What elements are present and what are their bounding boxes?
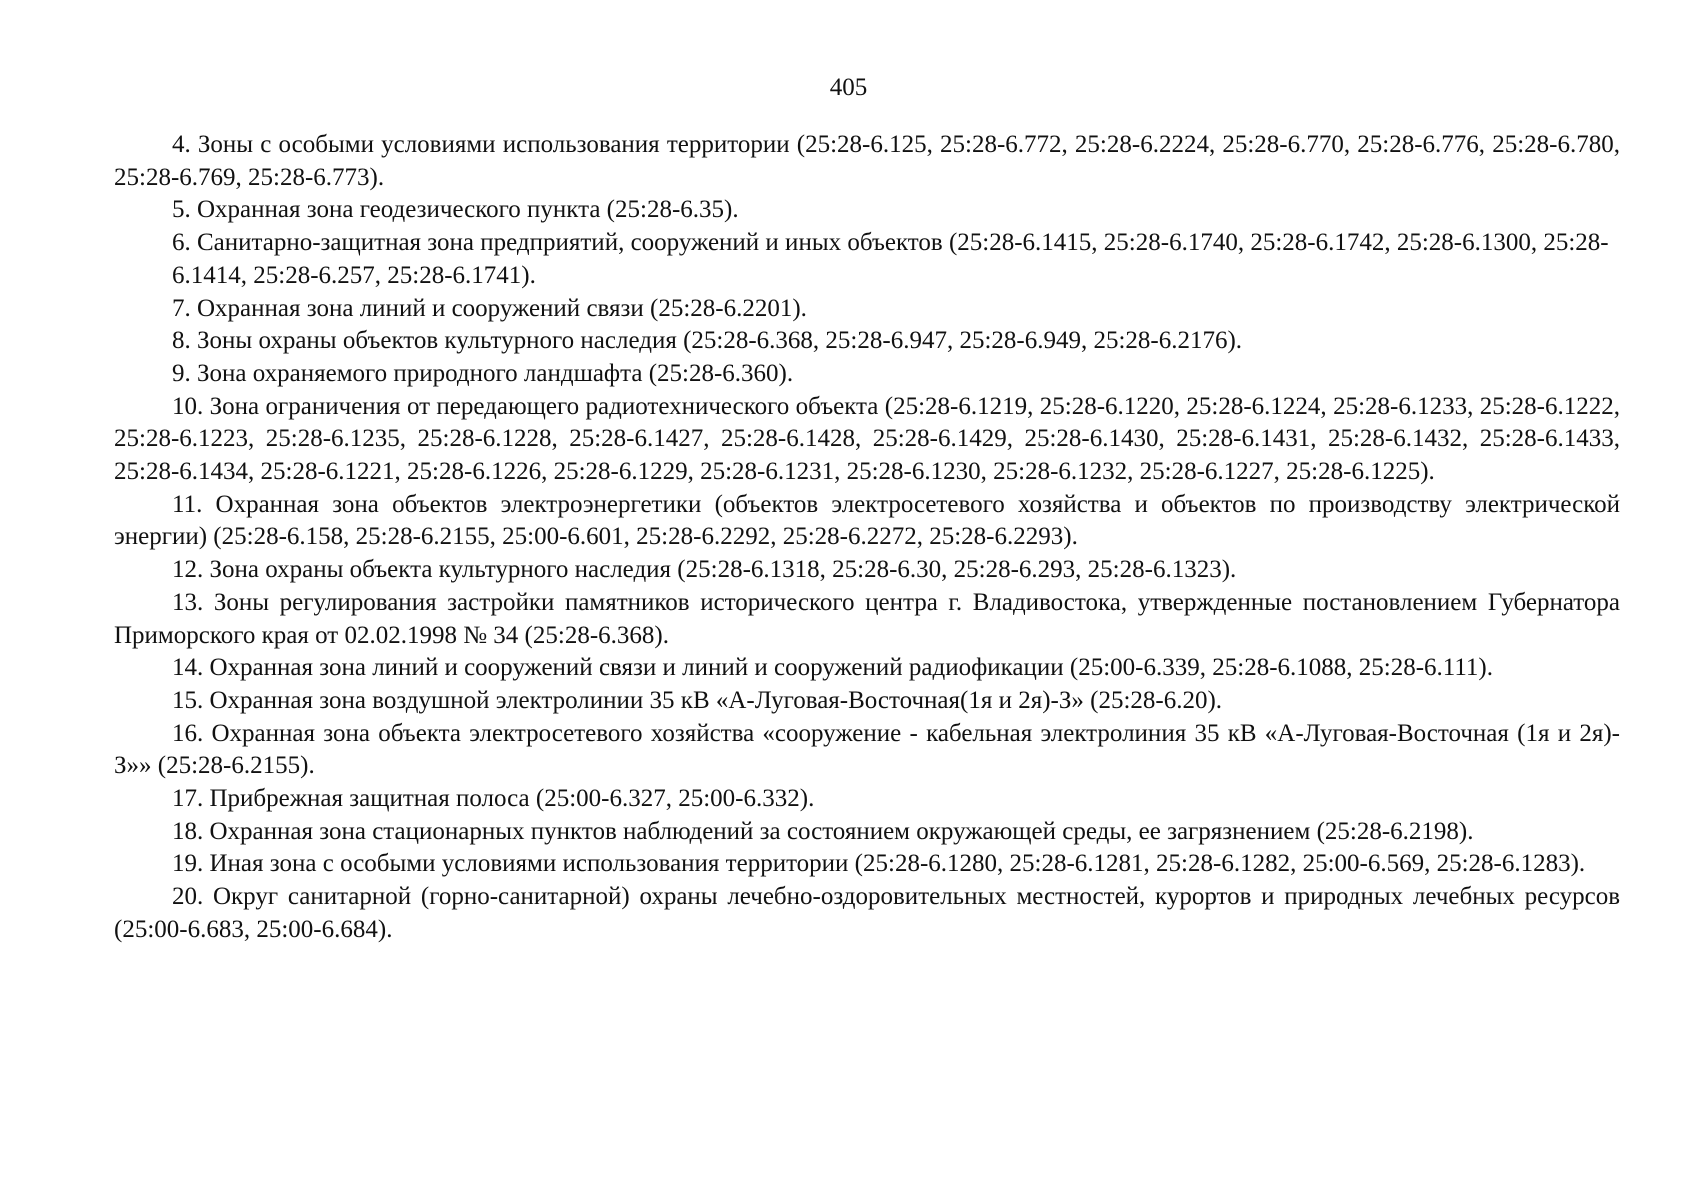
list-item: 5. Охранная зона геодезического пункта (25:28-6.35). <box>172 196 739 224</box>
list-item: 9. Зона охраняемого природного ландшафта (25:28-6.360). <box>172 359 794 387</box>
list-item: 12. Зона охраны объекта культурного наследия (25:28-6.1318, 25:28-6.30, 25:28-6.293, 25:28-6.1323). <box>172 556 1237 584</box>
list-item: 17. Прибрежная защитная полоса (25:00-6.327, 25:00-6.332). <box>172 785 815 813</box>
zone-list <box>114 129 1620 947</box>
list-item: 16. Охранная зона объекта электросетевого хозяйства «сооружение - кабельная электролиния 35 кВ «А-Луговая-Восточная (1я и 2я)-З»» (25:28-6.2155). <box>114 719 1620 780</box>
list-item: 11. Охранная зона объектов электроэнергетики (объектов электросетевого хозяйства и объектов по производству электрической энергии) (25:28-6.158, 25:28-6.2155, 25:00-6.601, 25:28-6.2292, 25:28-6.2272, 25:28-6.2293). <box>114 490 1620 551</box>
list-item: 4. Зоны с особыми условиями использования территории (25:28-6.125, 25:28-6.772, 25:28-6.2224, 25:28-6.770, 25:28-6.776, 25:28-6.780, 25:28-6.769, 25:28-6.773). <box>114 131 1620 191</box>
list-item: 10. Зона ограничения от передающего радиотехнического объекта (25:28-6.1219, 25:28-6.1220, 25:28-6.1224, 25:28-6.1233, 25:28-6.1222, 25:28-6.1223, 25:28-6.1235, 25:28-6.1228, 25:28-6.1427, 25:28-6.1428, 25:28-6.1429, 25:28-6.1430, 25:28-6.1431, 25:28-6.1432, 25:28-6.1433, 25:28-6.1434, 25:28-6.1221, 25:28-6.1226, 25:28-6.1229, 25:28-6.1231, 25:28-6.1230, 25:28-6.1232, 25:28-6.1227, 25:28-6.1225). <box>114 392 1620 486</box>
list-item: 14. Охранная зона линий и сооружений связи и линий и сооружений радиофикации (25:00-6.339, 25:28-6.1088, 25:28-6.111). <box>172 654 1494 682</box>
list-item: 15. Охранная зона воздушной электролинии 35 кВ «А-Луговая-Восточная(1я и 2я)-З» (25:28-6.20). <box>172 686 1223 714</box>
list-item: 20. Округ санитарной (горно-санитарной) охраны лечебно-оздоровительных местностей, курортов и природных лечебных ресурсов (25:00-6.683, 25:00-6.684). <box>114 883 1620 943</box>
list-item: 8. Зоны охраны объектов культурного наследия (25:28-6.368, 25:28-6.947, 25:28-6.949, 25:28-6.2176). <box>172 327 1243 355</box>
list-item: 13. Зоны регулирования застройки памятников исторического центра г. Владивостока, утвержденные постановлением Губернатора Приморского края от 02.02.1998 № 34 (25:28-6.368). <box>114 588 1620 649</box>
page-number: 405 <box>829 74 868 101</box>
list-item: 18. Охранная зона стационарных пунктов наблюдений за состоянием окружающей среды, ее загрязнением (25:28-6.2198). <box>172 817 1474 845</box>
list-item: 7. Охранная зона линий и сооружений связи (25:28-6.2201). <box>172 294 807 322</box>
list-item: 19. Иная зона с особыми условиями использования территории (25:28-6.1280, 25:28-6.1281, 25:28-6.1282, 25:00-6.569, 25:28-6.1283). <box>172 850 1586 878</box>
list-item: 6. Санитарно-защитная зона предприятий, сооружений и иных объектов (25:28-6.1415, 25:28-6.1740, 25:28-6.1742, 25:28-6.1300, 25:28-6.1414, 25:28-6.257, 25:28-6.1741). <box>172 229 1609 289</box>
